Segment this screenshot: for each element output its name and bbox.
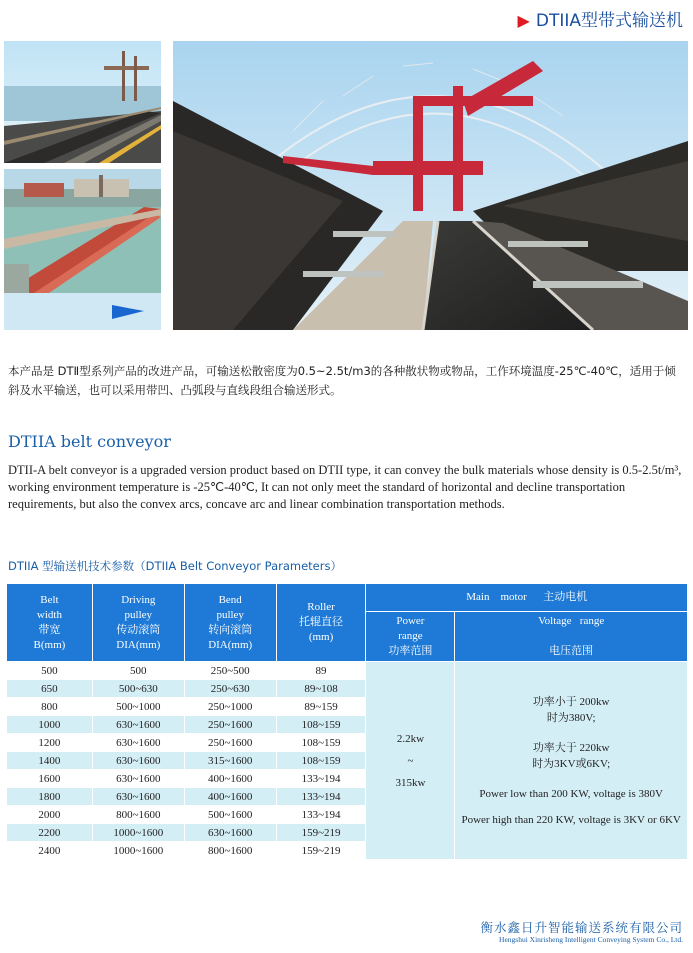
- header-title-text: DTIIA型带式输送机: [535, 11, 683, 31]
- power-range-line: ~: [407, 754, 414, 767]
- voltage-range-line: Power low than 200 KW, voltage is 380V: [479, 787, 663, 800]
- header-driving-pulley: Driving pulley 传动滚筒 DIA(mm): [92, 584, 184, 662]
- table-cell: 315~1600: [184, 752, 276, 770]
- table-cell: 1000~1600: [92, 824, 184, 842]
- table-cell: 250~1600: [184, 716, 276, 734]
- photo-conveyor-port: [4, 169, 161, 293]
- table-cell: 500: [7, 662, 93, 680]
- table-cell: 159~219: [276, 824, 366, 842]
- voltage-range-line: 功率小于 200kw: [532, 695, 610, 708]
- table-cell: 250~1000: [184, 698, 276, 716]
- table-cell: 133~194: [276, 788, 366, 806]
- table-cell: 500~1000: [92, 698, 184, 716]
- header-roller: Roller 托辊直径 (mm): [276, 584, 366, 662]
- page-header-title: [518, 6, 683, 31]
- table-cell: 630~1600: [92, 716, 184, 734]
- power-range-line: 2.2kw: [396, 732, 425, 745]
- table-cell: 108~159: [276, 752, 366, 770]
- table-row: [7, 662, 688, 680]
- table-cell: 400~1600: [184, 788, 276, 806]
- arrow-right-icon: [4, 293, 161, 330]
- table-cell: 250~630: [184, 680, 276, 698]
- voltage-range-line: Power high than 220 KW, voltage is 3KV or 6KV: [461, 813, 681, 826]
- table-cell: 89: [276, 662, 366, 680]
- table-cell: 500~630: [92, 680, 184, 698]
- header-power-range: Power range 功率范围: [366, 612, 455, 662]
- table-title: DTIIA 型输送机技术参数（DTIIA Belt Conveyor Parameters）: [8, 559, 342, 573]
- parameters-table-body: [7, 662, 688, 860]
- header-main-motor: Main motor 主动电机: [366, 584, 688, 612]
- table-cell: 800~1600: [184, 842, 276, 860]
- header-belt-width: Belt width 带宽 B(mm): [7, 584, 93, 662]
- table-cell: 250~1600: [184, 734, 276, 752]
- voltage-range-cell: [455, 662, 688, 860]
- next-arrow-panel: [4, 293, 161, 330]
- photo-conveyor-river: [4, 41, 161, 163]
- table-cell: 800: [7, 698, 93, 716]
- table-cell: 89~108: [276, 680, 366, 698]
- voltage-range-line: 时为380V;: [546, 711, 596, 724]
- table-cell: 630~1600: [92, 770, 184, 788]
- table-cell: 108~159: [276, 734, 366, 752]
- table-cell: 1000~1600: [92, 842, 184, 860]
- table-cell: 133~194: [276, 806, 366, 824]
- table-cell: 1000: [7, 716, 93, 734]
- table-cell: 89~159: [276, 698, 366, 716]
- table-cell: 630~1600: [184, 824, 276, 842]
- table-cell: 2000: [7, 806, 93, 824]
- table-cell: 159~219: [276, 842, 366, 860]
- photo-stockyard-stacker: [173, 41, 688, 330]
- power-range-line: 315kw: [395, 776, 426, 789]
- play-triangle-icon: ▶: [517, 11, 530, 30]
- table-cell: 1400: [7, 752, 93, 770]
- table-cell: 1800: [7, 788, 93, 806]
- voltage-range-line: 功率大于 220kw: [532, 741, 610, 754]
- table-cell: 1600: [7, 770, 93, 788]
- table-cell: 630~1600: [92, 788, 184, 806]
- table-cell: 630~1600: [92, 752, 184, 770]
- footer-company-cn: 衡水鑫日升智能输送系统有限公司: [480, 920, 683, 935]
- table-cell: 1200: [7, 734, 93, 752]
- table-cell: 250~500: [184, 662, 276, 680]
- table-cell: 500~1600: [184, 806, 276, 824]
- table-cell: 800~1600: [92, 806, 184, 824]
- table-cell: 2200: [7, 824, 93, 842]
- header-bend-pulley: Bend pulley 转向滚筒 DIA(mm): [184, 584, 276, 662]
- table-cell: 650: [7, 680, 93, 698]
- table-cell: 400~1600: [184, 770, 276, 788]
- intro-cn-paragraph: 本产品是 DTⅡ型系列产品的改进产品，可输送松散密度为0.5~2.5t/m3的各种散状物或物品，工作环境温度-25℃-40℃，适用于倾斜及水平输送，也可以采用带凹、凸弧段与直线段组合输送形式。: [8, 364, 676, 397]
- footer-company-en: Hengshui Xinrisheng Intelligent Conveying System Co., Ltd.: [499, 935, 683, 944]
- section-en-title: DTIIA belt conveyor: [8, 432, 171, 451]
- header-voltage-range: Voltage range 电压范围: [455, 612, 688, 662]
- voltage-range-line: 时为3KV或6KV;: [532, 757, 611, 770]
- table-cell: 630~1600: [92, 734, 184, 752]
- table-cell: 2400: [7, 842, 93, 860]
- parameters-table: [6, 583, 688, 860]
- intro-en-paragraph: DTII-A belt conveyor is a upgraded version product based on DTII type, it can convey the bulk materials whose density is 0.5-2.5t/m³, working environment temperature is -25℃-40℃, It can not only meet the standard of horizontal and decline transportation requirements, but also the convex arcs, concave arc and linear combination transportation methods.: [8, 463, 682, 511]
- power-range-cell: [366, 662, 455, 860]
- table-cell: 108~159: [276, 716, 366, 734]
- table-cell: 133~194: [276, 770, 366, 788]
- table-cell: 500: [92, 662, 184, 680]
